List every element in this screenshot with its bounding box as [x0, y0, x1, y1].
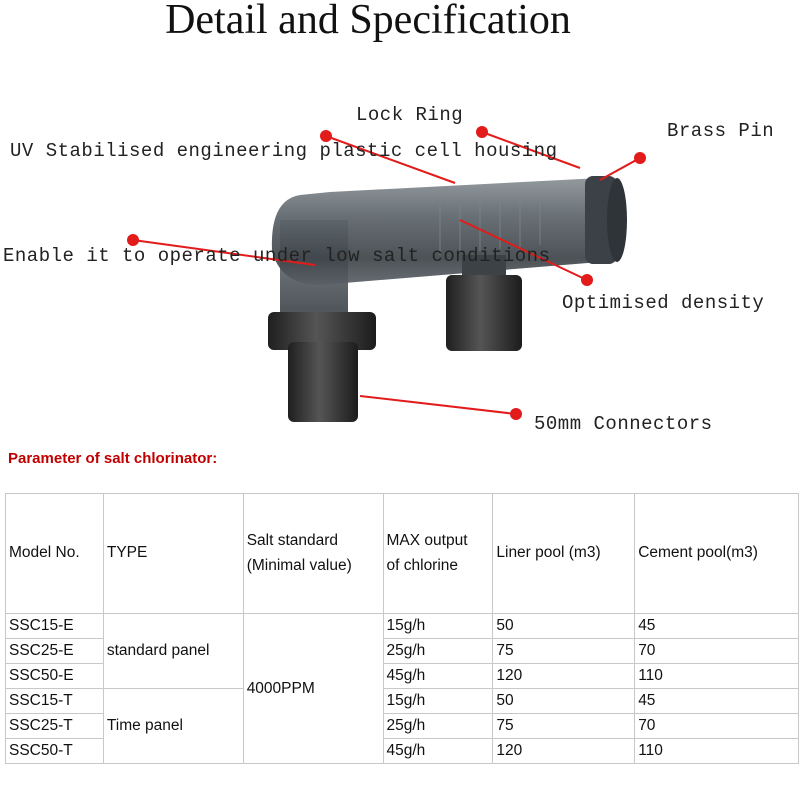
chlorinator-cell-diagram: [0, 80, 800, 440]
cell-cement: 70: [635, 714, 799, 739]
table-row: [6, 614, 799, 639]
cell-output: 45g/h: [383, 739, 493, 764]
cell-body: [272, 178, 600, 285]
cell-model: SSC15-E: [6, 614, 104, 639]
header-salt-line2: (Minimal value): [246, 556, 352, 574]
callout-density: Optimised density: [562, 292, 765, 314]
spec-table: [5, 493, 799, 764]
cell-liner: 120: [493, 664, 635, 689]
header-liner: Liner pool (m3): [493, 494, 635, 614]
cell-cement: 45: [635, 614, 799, 639]
table-row: [6, 689, 799, 714]
header-cement: Cement pool(m3): [635, 494, 799, 614]
cell-liner: 50: [493, 614, 635, 639]
header-model: Model No.: [6, 494, 104, 614]
callout-low-salt: Enable it to operate under low salt conditions: [3, 245, 551, 267]
cell-cement: 45: [635, 689, 799, 714]
cell-model: SSC50-T: [6, 739, 104, 764]
cell-output: 25g/h: [383, 714, 493, 739]
callout-lock-ring: Lock Ring: [356, 104, 464, 126]
header-output-line1: MAX output: [386, 532, 468, 550]
cell-salt-standard: 4000PPM: [243, 614, 383, 764]
cell-model: SSC50-E: [6, 664, 104, 689]
cell-liner: 75: [493, 639, 635, 664]
header-type: TYPE: [103, 494, 243, 614]
header-output-line2: of chlorine: [386, 556, 459, 574]
cell-model: SSC25-T: [6, 714, 104, 739]
callout-brass-pin: Brass Pin: [667, 120, 775, 142]
cell-output: 15g/h: [383, 614, 493, 639]
cell-liner: 75: [493, 714, 635, 739]
callout-housing: UV Stabilised engineering plastic cell housing: [10, 140, 558, 162]
header-output: [383, 494, 493, 614]
cell-cement: 110: [635, 664, 799, 689]
header-salt-line1: Salt standard: [246, 532, 339, 550]
parameter-heading: Parameter of salt chlorinator:: [8, 450, 218, 467]
left-connector: [288, 342, 358, 422]
cell-output: 25g/h: [383, 639, 493, 664]
cell-model: SSC25-E: [6, 639, 104, 664]
header-salt: [243, 494, 383, 614]
cell-type-time: Time panel: [103, 689, 243, 764]
page-title: Detail and Specification: [165, 0, 571, 43]
cell-output: 15g/h: [383, 689, 493, 714]
cell-model: SSC15-T: [6, 689, 104, 714]
cell-output: 45g/h: [383, 664, 493, 689]
cell-liner: 120: [493, 739, 635, 764]
callout-connectors: 50mm Connectors: [534, 413, 713, 435]
cell-cement: 70: [635, 639, 799, 664]
cell-type-standard: standard panel: [103, 614, 243, 689]
right-connector: [446, 275, 522, 351]
cell-liner: 50: [493, 689, 635, 714]
cell-cement: 110: [635, 739, 799, 764]
table-header-row: [6, 494, 799, 614]
